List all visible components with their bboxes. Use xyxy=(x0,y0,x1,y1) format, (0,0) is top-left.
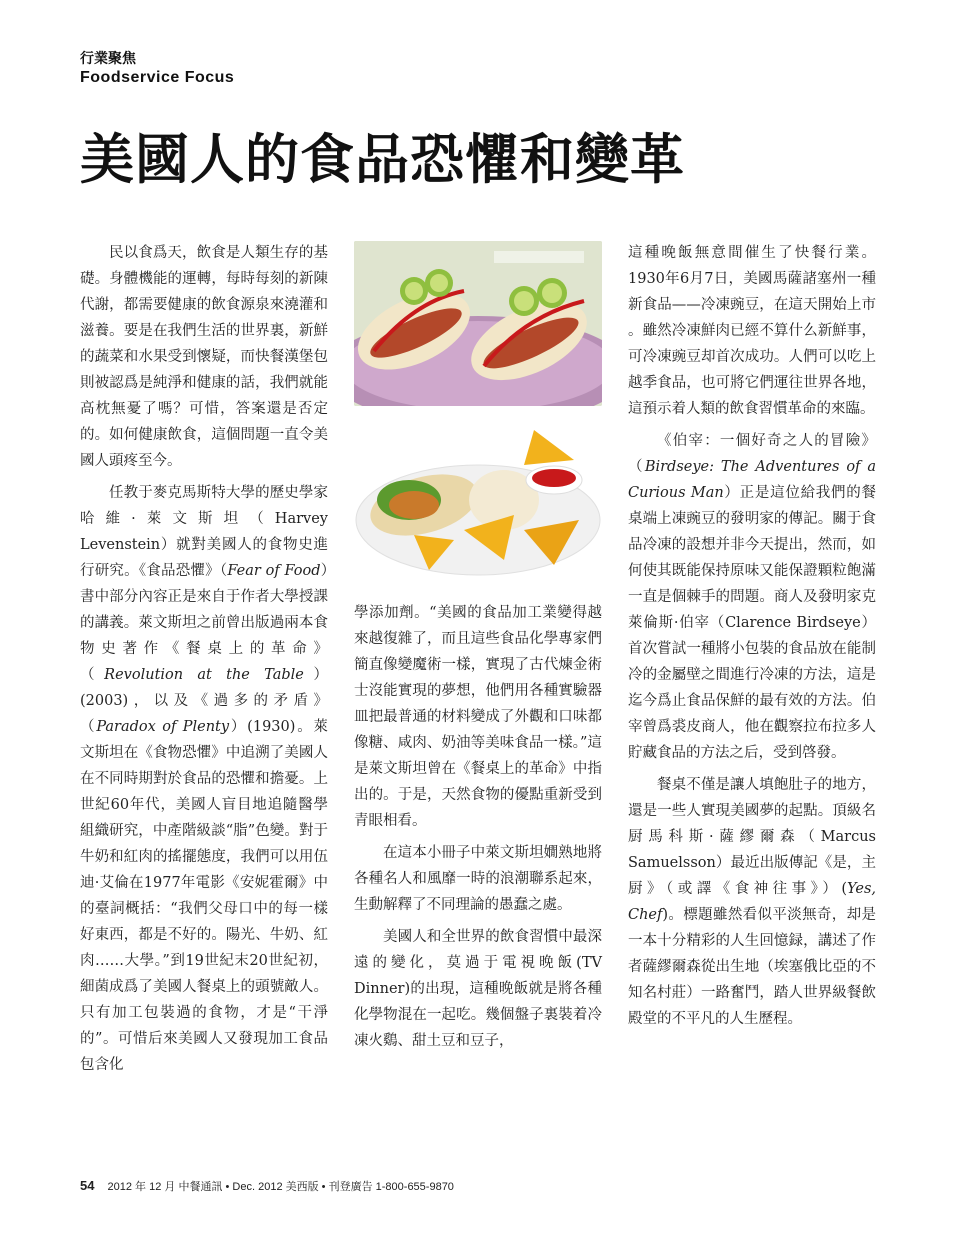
wrap-nachos-photo xyxy=(354,420,602,580)
article-column-3 xyxy=(628,240,876,1032)
footer-text: 2012 年 12 月 中餐通訊 • Dec. 2012 美西版 • 刊登廣告 1-800-655-9870 xyxy=(107,1181,454,1193)
article-column-2 xyxy=(354,600,602,1054)
paragraph: 餐桌不僅是讓人填飽肚子的地方，還是一些人實現美國夢的起點。頂級名厨馬科斯·薩繆爾森（Marcus Samuelsson）最近出版傳記《是，主厨》（或譯《食神往事》）(Yes, Chef)。標題雖然看似平淡無奇，却是一本十分精彩的人生回憶録，講述了作者薩繆爾森從出生地（埃塞俄比亞的不知名村莊）一路奮鬥，踏人世界級餐飲殿堂的不平凡的人生歷程。 xyxy=(628,777,876,1027)
article-column-1 xyxy=(80,240,328,1078)
paragraph: 學添加劑。“美國的食品加工業變得越來越復雜了，而且這些食品化學專家們簡直像變魔術一樣，實現了古代煉金術士沒能實現的夢想，他們用各種實驗器皿把最普通的材料變成了外觀和口味都像糖、咸肉、奶油等美味食品一樣。”這是萊文斯坦曾在《餐桌上的革命》中指出的。于是，天然食物的優點重新受到青眼相看。 xyxy=(354,605,602,829)
section-header xyxy=(80,50,234,88)
page-footer xyxy=(80,1178,454,1194)
section-label-en: Foodservice Focus xyxy=(80,69,235,86)
article-title: 美國人的食品恐懼和變革 xyxy=(80,127,685,191)
paragraph: 民以食爲天，飲食是人類生存的基礎。身體機能的運轉，每時每刻的新陳代謝，都需要健康的飲食源泉來澆灌和滋養。要是在我們生活的世界裏，新鮮的蔬菜和水果受到懷疑，而快餐漢堡包則被認爲是純淨和健康的話，我們就能高枕無憂了嗎？可惜，答案還是否定的。如何健康飲食，這個問題一直令美國人頭疼至今。 xyxy=(80,245,328,469)
paragraph: 美國人和全世界的飲食習慣中最深遠的變化，莫過于電視晚飯(TV Dinner)的出現，這種晚飯就是將各種化學物混在一起吃。幾個盤子裏裝着冷凍火鷄、甜土豆和豆子， xyxy=(354,929,602,1049)
hotdog-photo xyxy=(354,241,602,406)
paragraph: 《伯宰：一個好奇之人的冒險》（Birdseye: The Adventures of a Curious Man）正是這位給我們的餐桌端上凍豌豆的發明家的傳記。關于食品冷凍的設想并非今天提出，然而，如何使其既能保持原味又能保證顆粒飽滿一直是個棘手的問題。商人及發明家克萊倫斯·伯宰（Clarence Birdseye）首次嘗試一種將小包裝的食品放在能制冷的金屬壁之間進行冷凍的方法，這是迄今爲止食品保鮮的最有效的方法。伯宰曾爲裘皮商人，他在觀察拉布拉多人貯藏食品的方法之后，受到啓發。 xyxy=(628,433,877,761)
paragraph: 任教于麥克馬斯特大學的歷史學家哈維·萊文斯坦（Harvey Levenstein）就對美國人的食物史進行研究。《食品恐懼》（Fear of Food）書中部分內容正是來自于作者大學授課的講義。萊文斯坦之前曾出版過兩本食物史著作《餐桌上的革命》（Revolution at the Table）(2003)，以及《過多的矛盾》（Paradox of Plenty）(1930)。萊文斯坦在《食物恐懼》中追溯了美國人在不同時期對於食品的恐懼和擔憂。上世紀60年代，美國人盲目地追隨醫學組織研究，中產階級談“脂”色變。對于牛奶和紅肉的搖擺態度，我們可以用伍迪·艾倫在1977年電影《安妮霍爾》中的臺詞概括：“我們父母口中的每一樣好東西，都是不好的。陽光、牛奶、紅肉……大學。”到19世紀末20世紀初，細菌成爲了美國人餐桌上的頭號敵人。只有加工包裝過的食物，才是“干淨的”。可惜后來美國人又發現加工食品包含化 xyxy=(80,485,329,1073)
section-label-zh: 行業聚焦 xyxy=(80,51,136,67)
paragraph: 這種晚飯無意間催生了快餐行業。1930年6月7日，美國馬薩諸塞州一種新食品——冷凍豌豆，在這天開始上市 。雖然冷凍鮮肉已經不算什么新鮮事，可冷凍豌豆却首次成功。人們可以吃上越季食品，也可將它們運往世界各地，這預示着人類的飲食習慣革命的來臨。 xyxy=(628,245,876,417)
page-number: 54 xyxy=(80,1178,95,1193)
paragraph: 在這本小冊子中萊文斯坦嫺熟地將各種名人和風靡一時的浪潮聯系起來，生動解釋了不同理論的愚蠢之處。 xyxy=(354,845,602,913)
